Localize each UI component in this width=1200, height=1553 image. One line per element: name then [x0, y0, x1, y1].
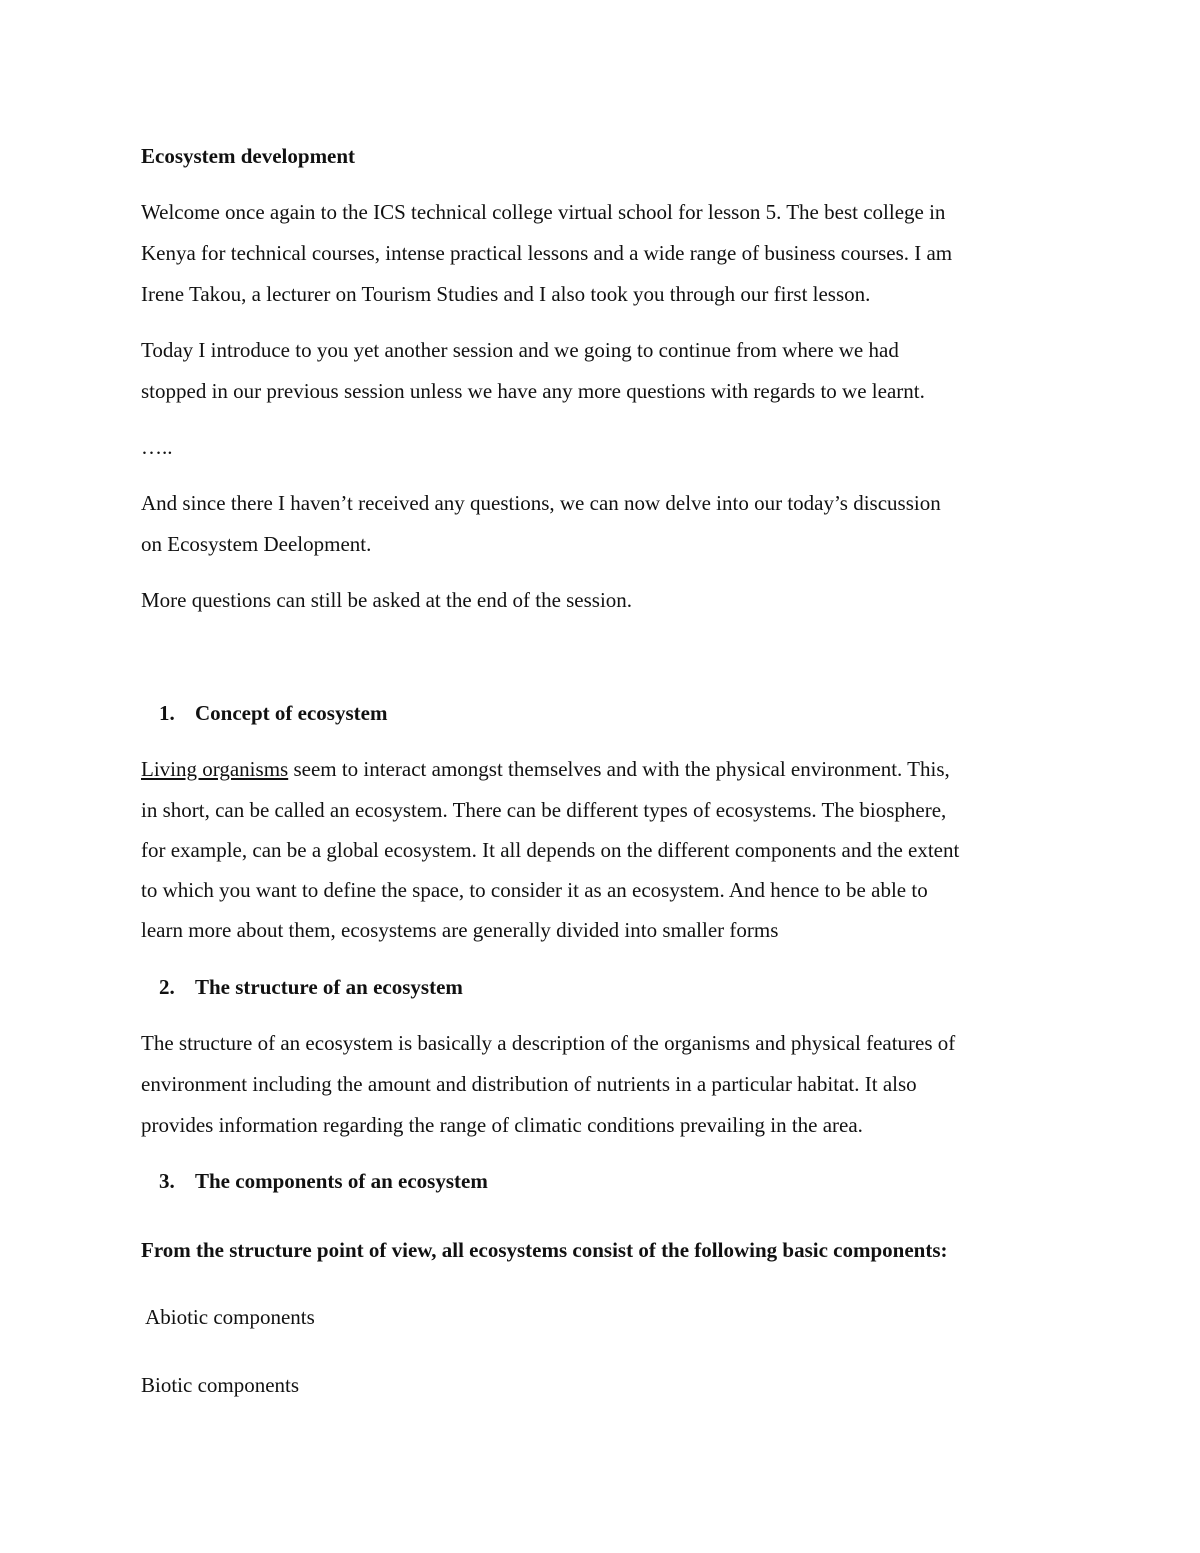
section-2-number: 2.	[159, 975, 175, 999]
section-1-line-1-rest: seem to interact amongst themselves and with the physical environment. This,	[288, 757, 950, 781]
intro-line-1: Welcome once again to the ICS technical college virtual school for lesson 5. The best college in	[141, 200, 946, 224]
intro-line-2: Kenya for technical courses, intense practical lessons and a wide range of business courses. I am	[141, 241, 953, 265]
component-biotic: Biotic components	[141, 1373, 300, 1397]
intro-line-3: Irene Takou, a lecturer on Tourism Studies and I also took you through our first lesson.	[141, 282, 871, 306]
section-2-line-2: environment including the amount and distribution of nutrients in a particular habitat. It also	[141, 1072, 917, 1096]
more-questions: More questions can still be asked at the end of the session.	[141, 588, 633, 612]
since-line-2: on Ecosystem Deelopment.	[141, 532, 372, 556]
component-abiotic: Abiotic components	[141, 1305, 315, 1329]
ellipsis: …..	[141, 435, 173, 459]
section-2-heading: The structure of an ecosystem	[195, 975, 463, 999]
section-1-line-3: for example, can be a global ecosystem. It all depends on the different components and the extent	[141, 838, 960, 862]
structure-statement: From the structure point of view, all ecosystems consist of the following basic components:	[141, 1238, 948, 1262]
section-1-line-1	[141, 755, 950, 783]
document-title: Ecosystem development	[141, 144, 356, 168]
section-1-heading: Concept of ecosystem	[195, 701, 388, 725]
section-1-line-5: learn more about them, ecosystems are generally divided into smaller forms	[141, 918, 779, 942]
today-line-1: Today I introduce to you yet another session and we going to continue from where we had	[141, 338, 899, 362]
section-1-line-4: to which you want to define the space, to consider it as an ecosystem. And hence to be able to	[141, 878, 928, 902]
section-2-line-1: The structure of an ecosystem is basically a description of the organisms and physical features of	[141, 1031, 956, 1055]
section-3-number: 3.	[159, 1169, 175, 1193]
section-3-heading: The components of an ecosystem	[195, 1169, 488, 1193]
section-1-number: 1.	[159, 701, 175, 725]
since-line-1: And since there I haven’t received any questions, we can now delve into our today’s discussion	[141, 491, 941, 515]
section-1-line-2: in short, can be called an ecosystem. There can be different types of ecosystems. The biosphere,	[141, 798, 947, 822]
underlined-term: Living organisms	[141, 757, 289, 781]
today-line-2: stopped in our previous session unless we have any more questions with regards to we learnt.	[141, 379, 925, 403]
section-2-line-3: provides information regarding the range of climatic conditions prevailing in the area.	[141, 1113, 863, 1137]
